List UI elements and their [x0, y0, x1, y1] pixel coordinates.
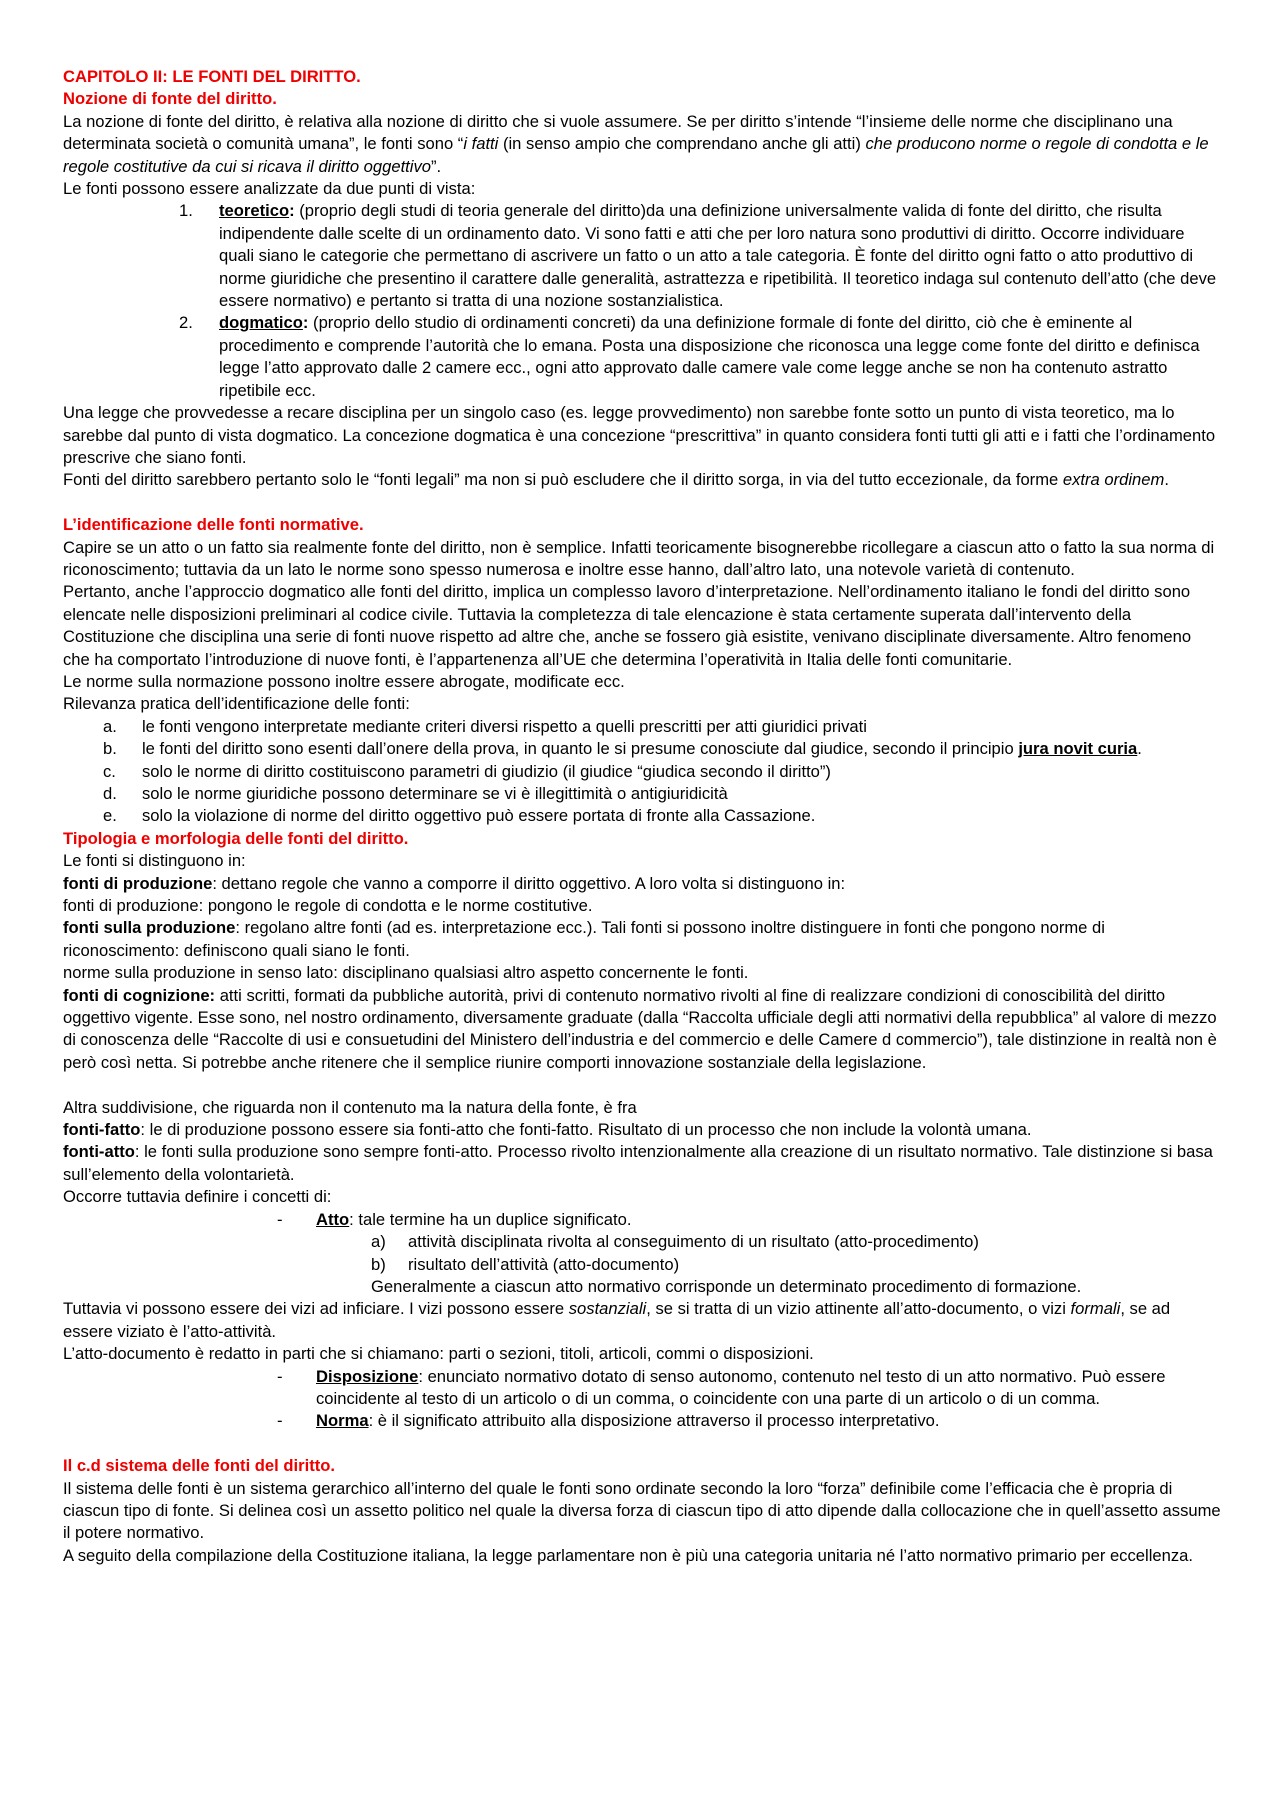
paragraph: A seguito della compilazione della Costituzione italiana, la legge parlamentare non è più una categoria unitaria né l’atto normativo primario per eccellenza.	[63, 1545, 1193, 1565]
paragraph: norme sulla produzione in senso lato: disciplinano qualsiasi altro aspetto concernente le fonti.	[63, 963, 749, 983]
term: Disposizione	[316, 1366, 419, 1386]
term: fonti di produzione	[63, 873, 213, 893]
list-number: 2.	[179, 313, 193, 333]
term: Atto	[316, 1209, 350, 1229]
paragraph: Capire se un atto o un fatto sia realmente fonte del diritto, non è semplice. Infatti teoricamente bisognerebbe ricollegare a ciascun atto o fatto la sua norma di riconoscimento; tuttavia da un lato le norme sono spesso numerosa e inoltre esse hanno, dall’altro lato, una notevole varietà di contenuto.	[63, 537, 1215, 579]
paragraph	[63, 111, 1222, 178]
list-item	[63, 200, 1222, 312]
dash-bullet: -	[277, 1209, 283, 1229]
term: teoretico	[219, 201, 290, 221]
sub-list-item	[63, 1254, 1222, 1276]
italic-text: formali	[1070, 1299, 1121, 1319]
chapter-title: CAPITOLO II: LE FONTI DEL DIRITTO.	[63, 67, 361, 86]
term-colon: :	[289, 201, 295, 221]
paragraph: L’atto-documento è redatto in parti che si chiamano: parti o sezioni, titoli, articoli, commi o disposizioni.	[63, 1344, 814, 1364]
list-item	[63, 312, 1222, 402]
text-run: : le fonti sulla produzione sono sempre fonti-atto. Processo rivolto intenzionalmente alla creazione di un risultato normativo. Tale distinzione si basa sull’elemento della volontarietà.	[63, 1142, 1213, 1184]
list-text: risultato dell’attività (atto-documento)	[408, 1254, 680, 1274]
italic-text: che producono norme o regole di condotta e le regole costitutive da cui si ricava il diritto oggettivo	[63, 134, 1209, 176]
list-letter: c.	[103, 761, 116, 781]
term-colon: :	[302, 313, 309, 333]
dash-bullet: -	[277, 1366, 283, 1386]
paragraph	[63, 873, 1222, 895]
text-run: atti scritti, formati da pubbliche autorità, privi di contenuto normativo rivolti al fine di realizzare condizioni di conoscibilità del diritto oggettivo vigente. Esse sono, nel nostro ordinamento, diversamente graduate (dalla “Raccolta ufficiale degli atti normativi della repubblica” al valore di mezzo di conoscenza delle “Raccolte di usi e consuetudini del Ministero dell’industria e del commercio e delle Camere d commercio”), tale distinzione in realtà non è però così netta. Si potrebbe anche ritenere che il semplice riunire comporti innovazione sostanziale della legislazione.	[63, 985, 1217, 1072]
list-letter: d.	[103, 783, 117, 803]
list-text: (proprio degli studi di teoria generale del diritto)da una definizione universalmente valida di fonte del diritto, che risulta indipendente dalle scelte di un ordinamento dato. Vi sono fatti e atti che per loro natura sono produttivi di diritto. Occorre individuare quali siano le categorie che permettano di ascrivere un fatto o un atto a tale categoria. È fonte del diritto ogni fatto o atto produttivo di norme giuridiche che presentino il carattere dalle generalità, astrattezza e ripetibilità. Il teoretico indaga sul contenuto dell’atto (che deve essere normativo) e pertanto si tratta di una nozione sostanzialistica.	[219, 201, 1217, 311]
paragraph	[63, 1298, 1222, 1343]
list-text: solo la violazione di norme del diritto oggettivo può essere portata di fronte alla Cassazione.	[142, 806, 816, 826]
paragraph	[63, 917, 1222, 962]
text-run: .	[1164, 470, 1169, 490]
list-item	[63, 761, 1222, 783]
text-run: Fonti del diritto sarebbero pertanto solo le “fonti legali” ma non si può escludere che il diritto sorga, in via del tutto eccezionale, da forme	[63, 470, 1063, 490]
list-text: : enunciato normativo dotato di senso autonomo, contenuto nel testo di un atto normativo. Può essere coincidente al testo di un articolo o di un comma, o coincidente con una parte di un articolo o di un comma.	[316, 1366, 1166, 1408]
section-title-identificazione: L’identificazione delle fonti normative.	[63, 515, 364, 535]
paragraph: Occorre tuttavia definire i concetti di:	[63, 1187, 332, 1207]
term: fonti di cognizione:	[63, 985, 216, 1005]
list-text: : tale termine ha un duplice significato.	[349, 1209, 632, 1229]
list-text: attività disciplinata rivolta al conseguimento di un risultato (atto-procedimento)	[408, 1232, 979, 1252]
list-number: 1.	[179, 201, 193, 221]
list-item	[63, 738, 1222, 760]
paragraph	[63, 469, 1222, 491]
list-letter: e.	[103, 806, 117, 826]
text-run: .	[1137, 739, 1142, 759]
section-title-nozione: Nozione di fonte del diritto.	[63, 89, 277, 109]
dash-item-atto	[63, 1209, 1222, 1231]
paragraph: Altra suddivisione, che riguarda non il contenuto ma la natura della fonte, è fra	[63, 1097, 637, 1117]
list-text: solo le norme di diritto costituiscono parametri di giudizio (il giudice “giudica secondo il diritto”)	[142, 761, 831, 781]
list-letter: a.	[103, 716, 117, 736]
text-run: (in senso ampio che comprendano anche gli atti)	[498, 134, 866, 154]
list-text: le fonti del diritto sono esenti dall’onere della prova, in quanto le si presume conosciute dal giudice, secondo il principio	[142, 739, 1019, 759]
text-run: ”.	[431, 156, 442, 176]
term: jura novit curia	[1018, 739, 1138, 759]
italic-text: sostanziali	[568, 1299, 647, 1319]
list-text: le fonti vengono interpretate mediante criteri diversi rispetto a quelli prescritti per atti giuridici privati	[142, 716, 867, 736]
list-item	[63, 783, 1222, 805]
list-text: (proprio dello studio di ordinamenti concreti) da una definizione formale di fonte del diritto, ciò che è eminente al procedimento e comprende l’autorità che lo emana. Posta una disposizione che riconosca una legge come fonte del diritto e definisca legge l’atto approvato dalle 2 camere ecc., ogni atto approvato dalle camere vale come legge anche se non ha contenuto astratto ripetibile ecc.	[219, 313, 1200, 400]
spacer	[63, 492, 1222, 514]
section-title-tipologia: Tipologia e morfologia delle fonti del diritto.	[63, 828, 409, 848]
term: fonti sulla produzione	[63, 918, 236, 938]
paragraph	[63, 1119, 1222, 1141]
paragraph: Le fonti possono essere analizzate da due punti di vista:	[63, 179, 476, 199]
list-text: : è il significato attribuito alla disposizione attraverso il processo interpretativo.	[368, 1411, 940, 1431]
section-title-sistema: Il c.d sistema delle fonti del diritto.	[63, 1456, 335, 1476]
sub-list-item	[63, 1231, 1222, 1253]
text-run: La nozione di fonte del diritto, è relativa alla nozione di diritto che si vuole assumere. Se per diritto s’intende “l’insieme delle norme che disciplinano una determinata società o comunità umana”, le fonti sono “	[63, 111, 1173, 154]
term: dogmatico	[219, 313, 303, 333]
paragraph: Le norme sulla normazione possono inoltre essere abrogate, modificate ecc.	[63, 671, 625, 691]
paragraph: Pertanto, anche l’approccio dogmatico alle fonti del diritto, implica un complesso lavoro d’interpretazione. Nell’ordinamento italiano le fondi del diritto sono elencate nelle disposizioni preliminari al codice civile. Tuttavia la completezza di tale elencazione è stata certamente superata dall’intervento della Costituzione che disciplina una serie di fonti nuove rispetto ad altre che, anche se fossero già esistite, venivano disciplinate diversamente. Altro fenomeno che ha comportato l’introduzione di nuove fonti, è l’appartenenza all’UE che determina l’operatività in Italia delle fonti comunitarie.	[63, 582, 1192, 669]
term: Norma	[316, 1411, 369, 1431]
list-text: solo le norme giuridiche possono determinare se vi è illegittimità o antigiuridicità	[142, 783, 728, 803]
term: fonti-atto	[63, 1142, 135, 1162]
italic-text: i fatti	[463, 134, 499, 154]
text-run: : le di produzione possono essere sia fonti-atto che fonti-fatto. Risultato di un processo che non include la volontà umana.	[140, 1120, 1032, 1140]
paragraph: fonti di produzione: pongono le regole di condotta e le norme costitutive.	[63, 896, 593, 916]
paragraph: Il sistema delle fonti è un sistema gerarchico all’interno del quale le fonti sono ordinate secondo la loro “forza” definibile come l’efficacia che è propria di ciascun tipo di fonte. Si delinea così un assetto politico nel quale la diversa forza di ciascun tipo di atto dipende dalla collocazione che in quell’assetto assume il potere normativo.	[63, 1478, 1221, 1543]
paragraph: Le fonti si distinguono in:	[63, 851, 246, 871]
text-run: , se ad essere viziato è l’atto-attività.	[63, 1299, 1171, 1341]
indented-note: Generalmente a ciascun atto normativo corrisponde un determinato procedimento di formazione.	[371, 1276, 1082, 1296]
text-run: : dettano regole che vanno a comporre il diritto oggettivo. A loro volta si distinguono in:	[212, 873, 846, 893]
paragraph: Rilevanza pratica dell’identificazione delle fonti:	[63, 694, 410, 714]
paragraph: Una legge che provvedesse a recare disciplina per un singolo caso (es. legge provvedimento) non sarebbe fonte sotto un punto di vista teoretico, ma lo sarebbe dal punto di vista dogmatico. La concezione dogmatica è una concezione “prescrittiva” in quanto considera fonti tutti gli atti e i fatti che l’ordinamento prescrive che siano fonti.	[63, 403, 1216, 467]
text-run: , se si tratta di un vizio attinente all’atto-documento, o vizi	[646, 1299, 1071, 1319]
dash-item-norma	[63, 1410, 1222, 1432]
italic-text: extra ordinem	[1062, 470, 1165, 490]
list-letter: b.	[103, 739, 117, 759]
list-item	[63, 716, 1222, 738]
text-run: : regolano altre fonti (ad es. interpretazione ecc.). Tali fonti si possono inoltre distinguere in fonti che pongono norme di riconoscimento: definiscono quali siano le fonti.	[63, 918, 1105, 960]
spacer	[63, 1433, 1222, 1455]
list-letter: a)	[371, 1232, 386, 1252]
paragraph	[63, 985, 1222, 1075]
text-run: Tuttavia vi possono essere dei vizi ad inficiare. I vizi possono essere	[63, 1299, 569, 1319]
paragraph	[63, 1141, 1222, 1186]
spacer	[63, 1074, 1222, 1096]
list-letter: b)	[371, 1254, 386, 1274]
dash-item-disposizione	[63, 1366, 1222, 1411]
term: fonti-fatto	[63, 1120, 141, 1140]
list-item	[63, 805, 1222, 827]
dash-bullet: -	[277, 1411, 283, 1431]
